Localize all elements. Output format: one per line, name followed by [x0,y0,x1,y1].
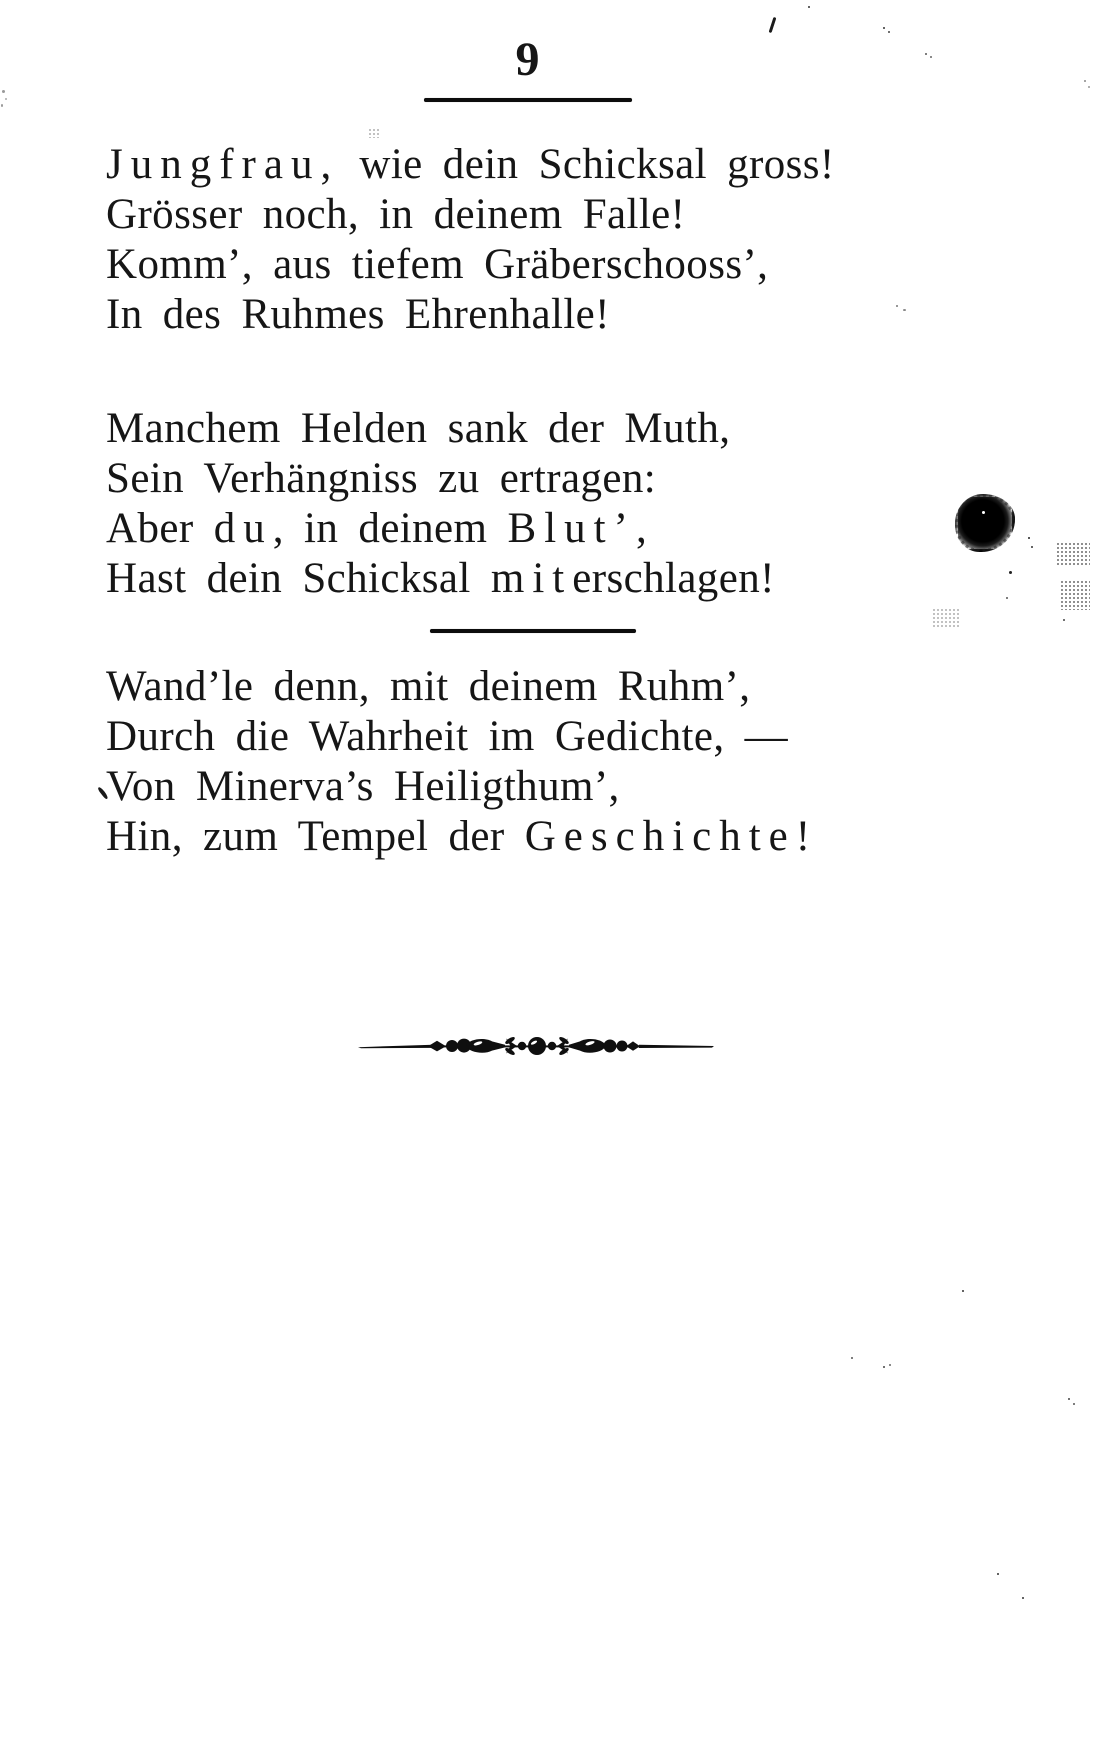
poem-line: Von Minerva’s Heiligthum’, [106,763,620,810]
poem-line: Sein Verhängniss zu ertragen: [106,455,657,502]
poem-line: In des Ruhmes Ehrenhalle! [106,291,610,338]
scan-dot [903,309,906,311]
scan-dot [889,1364,891,1366]
scan-dot [1073,1403,1075,1405]
poem-line: Manchem Helden sank der Muth, [106,405,731,452]
poem-text: , in deinem [272,505,508,552]
scan-mark-slash [769,17,777,33]
scan-dot [883,27,885,29]
poem-text: Aber [106,505,214,552]
poem-text: erschlagen! [572,555,775,602]
scan-dot [851,1357,853,1359]
ink-blot [955,494,1015,552]
scan-dot [1028,537,1030,539]
scan-dot [997,1573,999,1575]
stanza-separator-rule [430,629,636,633]
scan-dot [883,1366,885,1368]
header-rule [424,98,632,102]
scan-dot [1022,1597,1024,1599]
poem-word-emphasized: du [213,505,273,552]
scan-dot [2,90,5,93]
poem-word-emphasized: mit [490,555,573,602]
scan-dot [5,98,7,100]
page-number: 9 [515,33,541,86]
stanza-3 [106,662,866,862]
scan-dot [1088,86,1090,88]
poem-word-emphasized: Geschichte [524,813,796,860]
scan-dot [1068,1398,1070,1400]
scan-dot [1006,597,1008,599]
poem-text: Hast dein Schicksal [106,555,491,602]
stanza-1 [106,140,866,340]
scan-speckle [932,608,960,628]
poem-line [106,140,866,190]
poem-word-emphasized: Blut’ [507,505,636,552]
poem-text: , [635,505,648,552]
poem-text: Hin, zum Tempel der [106,813,525,860]
scan-dot [808,6,810,8]
end-ornament [357,1030,715,1064]
scan-dot [962,1290,964,1292]
poem-line: Durch die Wahrheit im Gedichte, — [106,713,789,760]
scan-dot [896,305,898,307]
poem-line: Grösser noch, in deinem Falle! [106,191,686,238]
scan-dot [1009,571,1012,574]
scan-dot [888,31,890,33]
poem-line: Komm’, aus tiefem Gräberschooss’, [106,241,769,288]
poem-line [106,504,866,554]
scan-dot [1084,80,1086,82]
poem-word-emphasized: Jungfrau, [106,141,340,188]
stanza-2 [106,404,866,604]
poem-line [106,812,866,862]
poem-text: wie dein Schicksal gross! [339,141,835,188]
ink-blot-highlight [982,511,985,514]
poem-line [106,554,866,604]
poem-text: ! [795,813,811,860]
scan-dot [1031,546,1033,548]
scan-dot [930,56,932,58]
scan-dot [1,104,3,107]
scan-dot [925,53,927,55]
page-header [420,34,636,86]
scan-speckle [1060,580,1090,610]
scan-speckle [368,128,380,138]
scan-dot [1063,619,1065,621]
poem-line: Wand’le denn, mit deinem Ruhm’, [106,663,751,710]
scan-speckle [1056,542,1090,566]
